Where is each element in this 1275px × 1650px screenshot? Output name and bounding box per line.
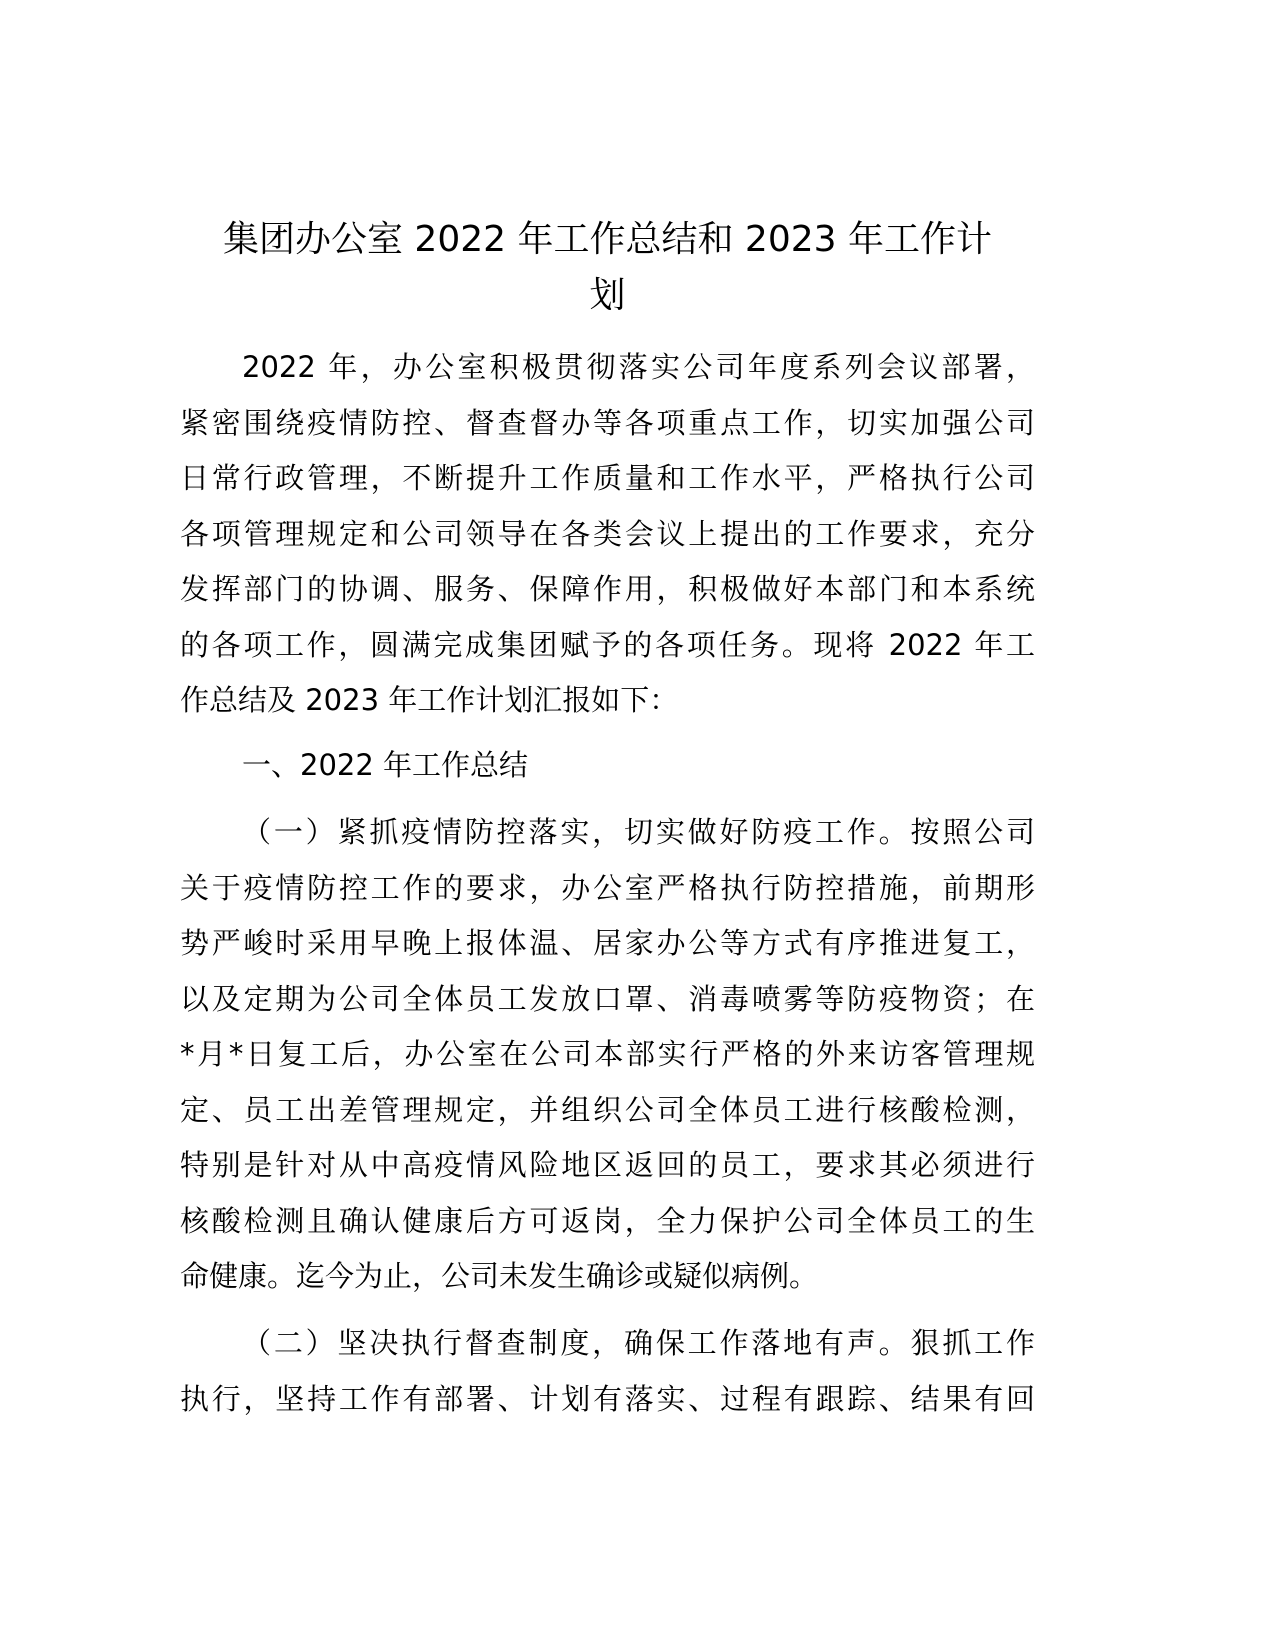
paragraph-line: 执行，坚持工作有部署、计划有落实、过程有跟踪、结果有回: [180, 1381, 1035, 1416]
document-title-line-2: 划: [589, 275, 626, 316]
section-heading: 一、2022 年工作总结: [242, 748, 529, 782]
paragraph-line: 关于疫情防控工作的要求，办公室严格执行防控措施，前期形: [180, 870, 1035, 905]
paragraph-line: 以及定期为公司全体员工发放口罩、消毒喷雾等防疫物资；在: [180, 981, 1035, 1016]
document-title-line-1: 集团办公室 2022 年工作总结和 2023 年工作计: [222, 219, 992, 260]
paragraph-line: （一）紧抓疫情防控落实，切实做好防疫工作。按照公司: [242, 815, 1035, 849]
paragraph-line: 各项管理规定和公司领导在各类会议上提出的工作要求，充分: [180, 516, 1035, 551]
paragraph-line: *月*日复工后，办公室在公司本部实行严格的外来访客管理规: [180, 1037, 1035, 1071]
paragraph-line: 的各项工作，圆满完成集团赋予的各项任务。现将 2022 年工: [180, 627, 1035, 662]
paragraph-line: 特别是针对从中高疫情风险地区返回的员工，要求其必须进行: [180, 1148, 1035, 1182]
paragraph-line: 定、员工出差管理规定，并组织公司全体员工进行核酸检测，: [180, 1092, 1035, 1127]
paragraph-line: 命健康。迄今为止，公司未发生确诊或疑似病例。: [180, 1259, 819, 1293]
paragraph-line: 紧密围绕疫情防控、督查督办等各项重点工作，切实加强公司: [180, 405, 1035, 440]
paragraph-line: 日常行政管理，不断提升工作质量和工作水平，严格执行公司: [180, 461, 1035, 495]
paragraph-line: 核酸检测且确认健康后方可返岗，全力保护公司全体员工的生: [180, 1203, 1035, 1238]
paragraph-line: 2022 年，办公室积极贯彻落实公司年度系列会议部署，: [242, 350, 1035, 384]
paragraph-line: （二）坚决执行督查制度，确保工作落地有声。狠抓工作: [242, 1326, 1035, 1360]
paragraph-line: 发挥部门的协调、服务、保障作用，积极做好本部门和本系统: [180, 572, 1035, 606]
paragraph-line: 势严峻时采用早晚上报体温、居家办公等方式有序推进复工，: [180, 926, 1035, 960]
paragraph-line: 作总结及 2023 年工作计划汇报如下：: [180, 683, 679, 717]
